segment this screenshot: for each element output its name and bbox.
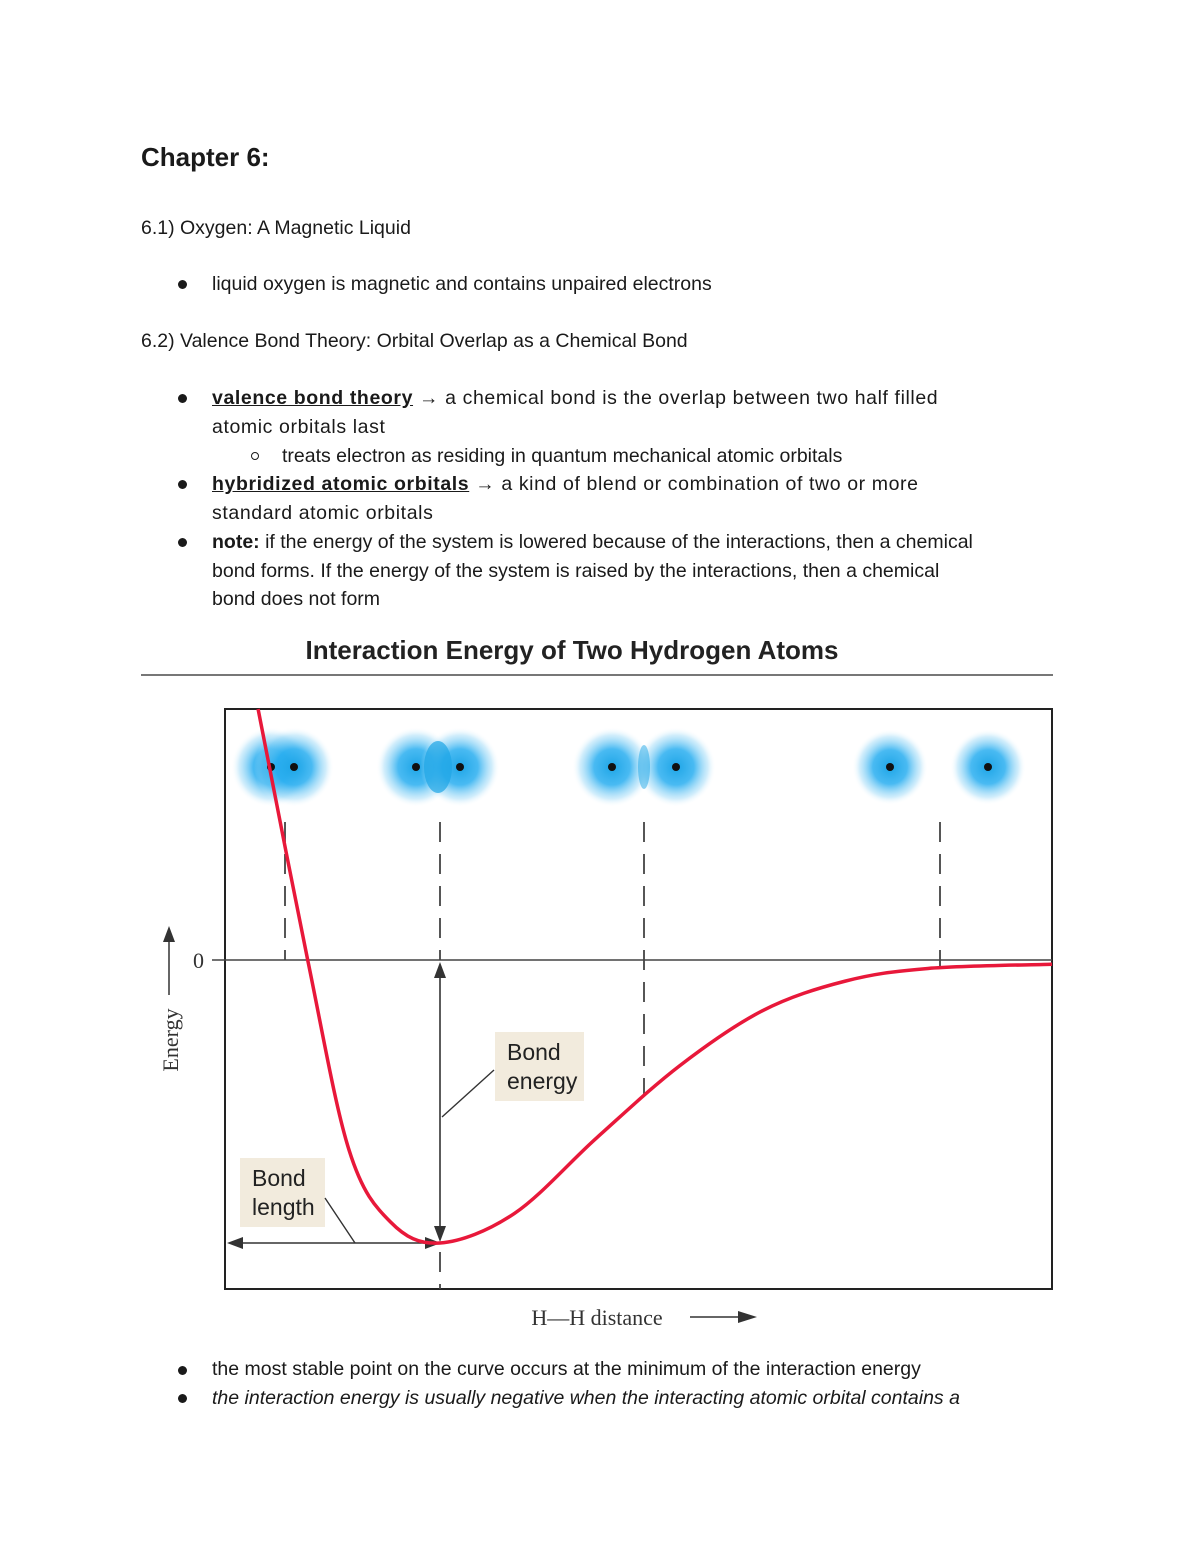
bond-length-arrowhead-left <box>227 1237 243 1249</box>
note-line-3: bond does not form <box>212 588 381 610</box>
bullet-dot <box>178 1394 187 1403</box>
sub-bullet-orbitals: treats electron as residing in quantum mechanical atomic orbitals <box>282 445 843 467</box>
nucleus-dot <box>886 763 894 771</box>
overlap-region <box>424 741 452 793</box>
term-hybridized-orbitals: hybridized atomic orbitals <box>212 473 470 495</box>
hyb-definition-cont: standard atomic orbitals <box>212 501 434 524</box>
term-valence-bond-theory: valence bond theory <box>212 387 414 409</box>
x-axis-label: H—H distance <box>531 1305 663 1330</box>
section-6-2-title: 6.2) Valence Bond Theory: Orbital Overlap as a Chemical Bond <box>141 330 688 352</box>
bullet-negative-energy: the interaction energy is usually negative when the interacting atomic orbital contains a <box>212 1387 960 1409</box>
atom-pair-overlapping-strong <box>231 727 334 807</box>
atom-pair-bond-length <box>376 727 500 807</box>
vbt-definition-cont: atomic orbitals last <box>212 415 386 438</box>
bond-energy-arrowhead-top <box>434 962 446 978</box>
atom-pair-partial-overlap <box>572 727 716 807</box>
bond-energy-arrowhead-bottom <box>434 1226 446 1242</box>
vbt-definition: → a chemical bond is the overlap between two half filled <box>413 387 939 409</box>
overlap-region <box>638 745 650 789</box>
figure-title: Interaction Energy of Two Hydrogen Atoms <box>305 635 839 665</box>
nucleus-dot <box>608 763 616 771</box>
bond-energy-leader <box>442 1070 494 1117</box>
nucleus-dot <box>290 763 298 771</box>
nucleus-dot <box>456 763 464 771</box>
note-line-1: if the energy of the system is lowered because of the interactions, then a chemical <box>259 531 973 553</box>
note-line-2: bond forms. If the energy of the system is raised by the interactions, then a chemical <box>212 559 940 582</box>
x-axis-arrowhead <box>738 1311 757 1323</box>
bullet-stable-point: the most stable point on the curve occurs at the minimum of the interaction energy <box>212 1358 921 1380</box>
atom-pair-separated <box>852 729 1026 805</box>
nucleus-dot <box>412 763 420 771</box>
bond-energy-label-line1: Bond <box>507 1039 561 1065</box>
y-axis-label: Energy <box>158 1008 183 1072</box>
bond-energy-label-line2: energy <box>507 1068 578 1094</box>
bond-length-label-line1: Bond <box>252 1165 306 1191</box>
chapter-heading: Chapter 6: <box>141 142 270 172</box>
nucleus-dot <box>984 763 992 771</box>
hyb-definition: → a kind of blend or combination of two or more <box>469 473 919 495</box>
y-axis-arrowhead <box>163 926 175 942</box>
y-tick-zero: 0 <box>193 948 204 973</box>
bullet-liquid-oxygen: liquid oxygen is magnetic and contains unpaired electrons <box>212 273 712 295</box>
section-6-1-title: 6.1) Oxygen: A Magnetic Liquid <box>141 217 411 239</box>
note-label: note: <box>212 531 260 553</box>
nucleus-dot <box>672 763 680 771</box>
bond-length-label-line2: length <box>252 1194 315 1220</box>
bullet-dot <box>178 1366 187 1375</box>
bond-length-leader <box>325 1198 355 1243</box>
